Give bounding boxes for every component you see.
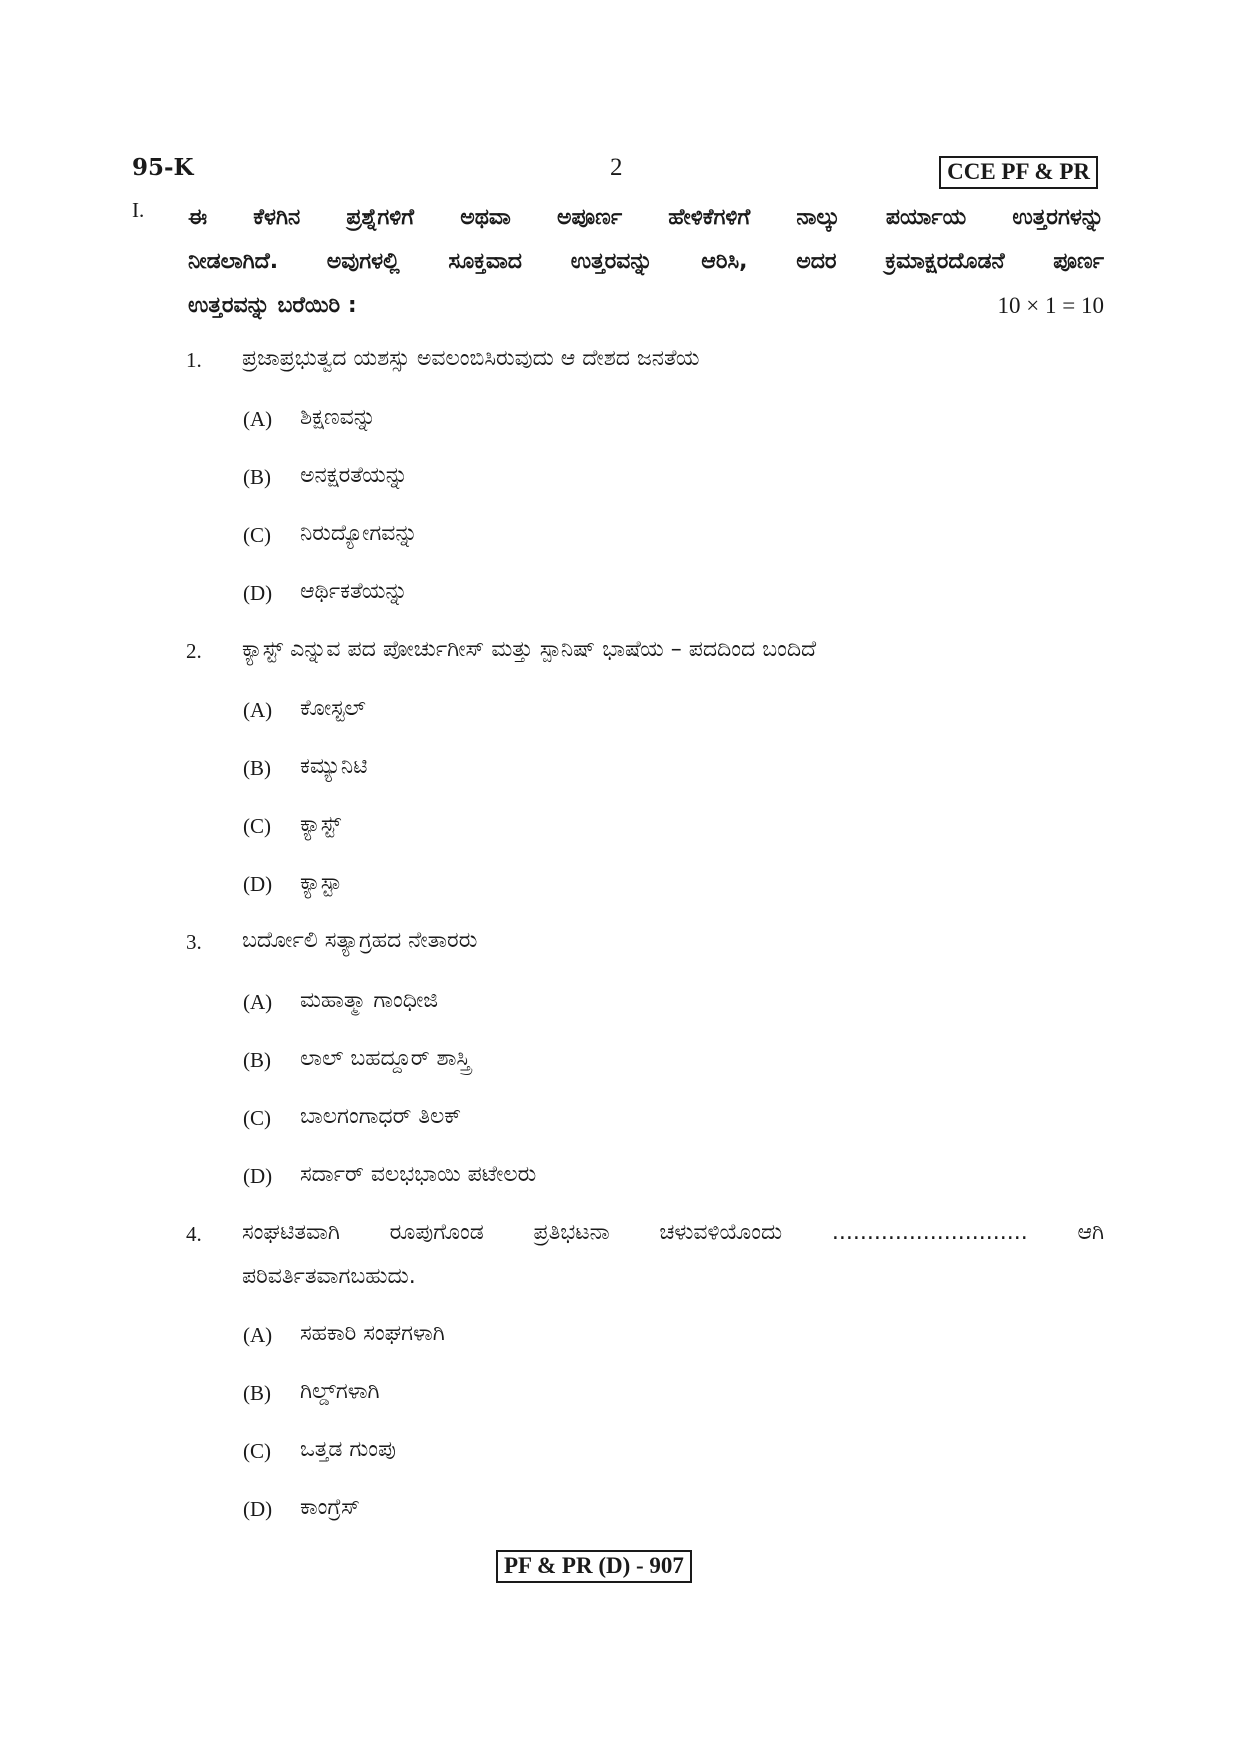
subject-code-box: CCE PF & PR <box>939 156 1098 189</box>
option-label: (A) <box>243 698 273 722</box>
paper-code: 95-K <box>132 154 194 181</box>
instruction-line-2: ನೀಡಲಾಗಿದೆ. ಅವುಗಳಲ್ಲಿ ಸೂಕ್ತವಾದ ಉತ್ತರವನ್ನು ಆರಿಸಿ, ಅದರ ಕ್ರಮಾಕ್ಷರದೊಡನೆ ಪೂರ್ಣ <box>188 249 1104 274</box>
option-label: (A) <box>243 990 273 1014</box>
option-text: ಸರ್ದಾರ್ ವಲಭಭಾಯಿ ಪಟೇಲರು <box>300 1162 537 1187</box>
option-label: (D) <box>243 581 273 605</box>
option-text: ಕಾಂಗ್ರೆಸ್ <box>300 1495 360 1520</box>
option-text: ಅನಕ್ಷರತೆಯನ್ನು <box>300 463 408 488</box>
option-label: (B) <box>243 465 271 489</box>
instruction-line-1: ಈ ಕೆಳಗಿನ ಪ್ರಶ್ನೆಗಳಿಗೆ ಅಥವಾ ಅಪೂರ್ಣ ಹೇಳಿಕೆಗಳಿಗೆ ನಾಲ್ಕು ಪರ್ಯಾಯ ಉತ್ತರಗಳನ್ನು <box>188 205 1104 230</box>
option-text: ಕೋಸ್ಟಲ್ <box>300 696 366 721</box>
option-text: ನಿರುದ್ಯೋಗವನ್ನು <box>300 521 418 546</box>
section-instruction <box>188 196 1104 284</box>
option-text: ಮಹಾತ್ಮಾ ಗಾಂಧೀಜಿ <box>300 988 439 1013</box>
section-marks: 10 × 1 = 10 <box>997 293 1104 318</box>
option-text: ಕ್ಯಾಸ್ಟ್ <box>300 812 342 837</box>
option-text: ಕ್ಯಾಸ್ಟಾ <box>300 870 342 895</box>
option-text: ಕಮ್ಯುನಿಟಿ <box>300 754 368 779</box>
section-number: I. <box>132 198 145 222</box>
option-label: (B) <box>243 756 271 780</box>
instruction-line-3: ಉತ್ತರವನ್ನು ಬರೆಯಿರಿ : <box>188 293 357 318</box>
question-number: 1. <box>186 348 202 372</box>
option-label: (C) <box>243 1439 271 1463</box>
option-label: (D) <box>243 1497 273 1521</box>
question-number: 3. <box>186 930 202 954</box>
option-label: (D) <box>243 872 273 896</box>
footer-code-box: PF & PR (D) - 907 <box>496 1550 692 1583</box>
question-text-line-1: ಸಂಘಟಿತವಾಗಿ ರೂಪುಗೊಂಡ ಪ್ರತಿಭಟನಾ ಚಳುವಳಿಯೊಂದು ............................ ಆಗಿ <box>242 1220 1104 1245</box>
option-label: (B) <box>243 1381 271 1405</box>
option-text: ಶಿಕ್ಷಣವನ್ನು <box>300 405 376 430</box>
option-text: ಒತ್ತಡ ಗುಂಪು <box>300 1437 396 1462</box>
option-label: (C) <box>243 523 271 547</box>
option-label: (A) <box>243 407 273 431</box>
option-text: ಗಿಲ್ಡ್‌ಗಳಾಗಿ <box>300 1379 380 1404</box>
option-text: ಲಾಲ್ ಬಹದ್ದೂರ್ ಶಾಸ್ತ್ರಿ <box>300 1046 471 1071</box>
option-label: (D) <box>243 1164 273 1188</box>
question-text: ಪ್ರಜಾಪ್ರಭುತ್ವದ ಯಶಸ್ಸು ಅವಲಂಬಿಸಿರುವುದು ಆ ದೇಶದ ಜನತೆಯ <box>242 346 700 371</box>
option-text: ಬಾಲಗಂಗಾಧರ್ ತಿಲಕ್ <box>300 1104 462 1129</box>
question-text: ಬರ್ದೋಲಿ ಸತ್ಯಾಗ್ರಹದ ನೇತಾರರು <box>242 928 478 953</box>
option-label: (C) <box>243 1106 271 1130</box>
option-text: ಆರ್ಥಿಕತೆಯನ್ನು <box>300 579 408 604</box>
question-text: ಕ್ಯಾಸ್ಟ್ ಎನ್ನುವ ಪದ ಪೋರ್ಚುಗೀಸ್ ಮತ್ತು ಸ್ಪಾನಿಷ್ ಭಾಷೆಯ – ಪದದಿಂದ ಬಂದಿದೆ <box>242 637 817 662</box>
option-label: (C) <box>243 814 271 838</box>
option-label: (B) <box>243 1048 271 1072</box>
question-number: 4. <box>186 1222 202 1246</box>
question-text-line-2: ಪರಿವರ್ತಿತವಾಗಬಹುದು. <box>242 1264 416 1289</box>
option-label: (A) <box>243 1323 273 1347</box>
question-number: 2. <box>186 639 202 663</box>
page-number: 2 <box>610 154 623 181</box>
option-text: ಸಹಕಾರಿ ಸಂಘಗಳಾಗಿ <box>300 1321 445 1346</box>
